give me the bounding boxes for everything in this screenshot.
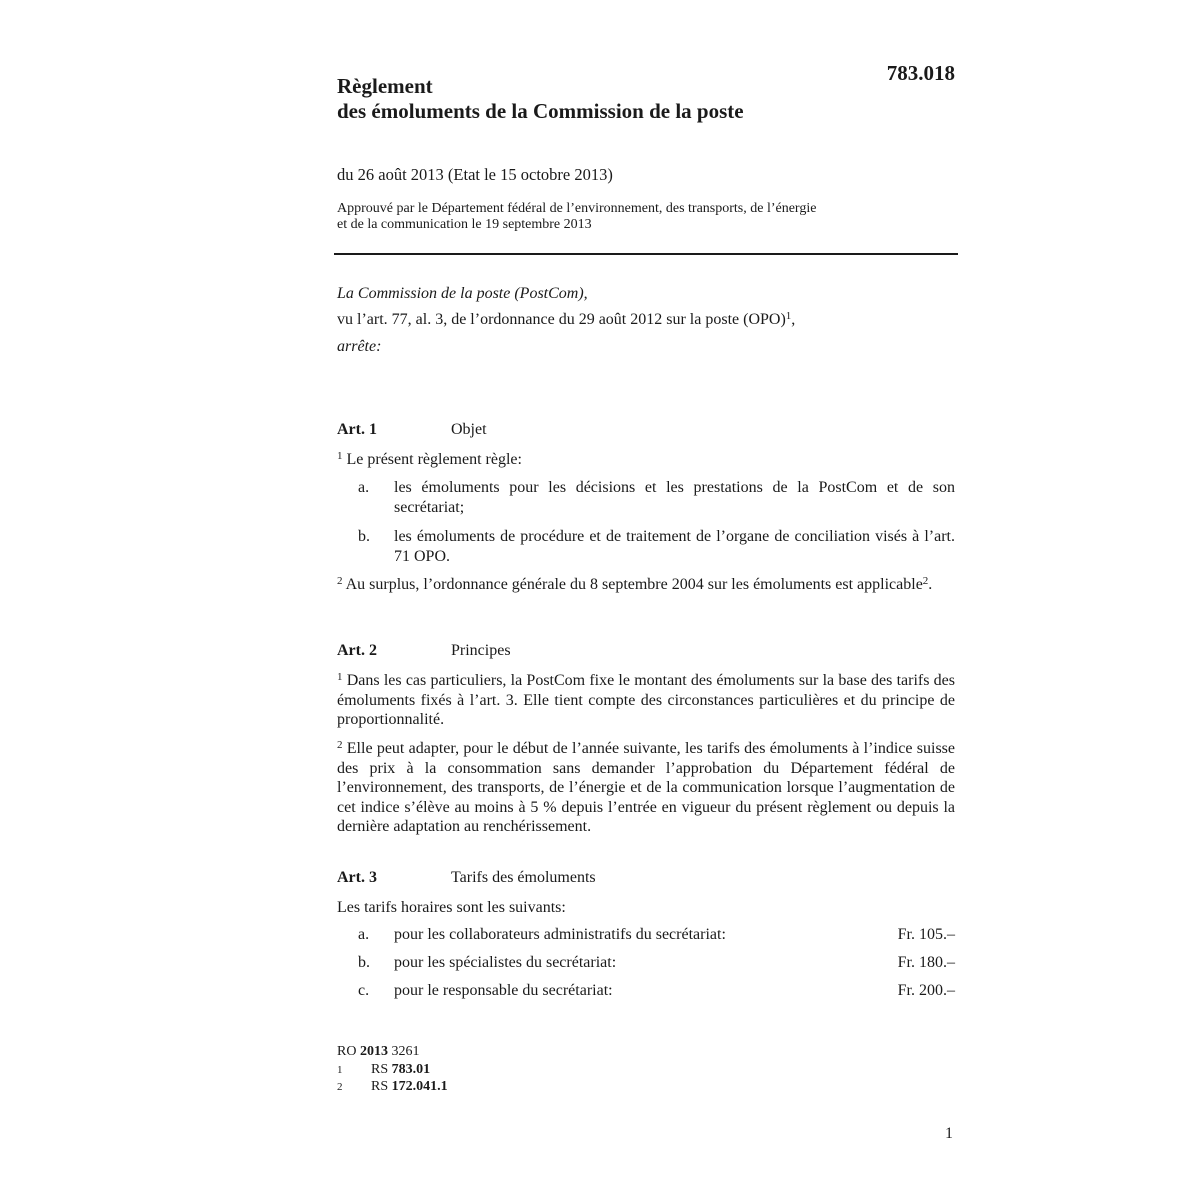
ro-prefix: RO [337,1044,360,1059]
item-letter: b. [358,954,370,971]
art2-number: Art. 2 [337,642,377,659]
art3-intro: Les tarifs horaires sont les suivants: [337,899,566,916]
fee-description: pour le responsable du secrétariat: [394,982,613,999]
art2-title: Principes [451,642,511,659]
paragraph-number: 1 [337,671,343,683]
footnote-text [371,1079,448,1095]
ro-reference [337,1044,419,1060]
art1-heading [337,421,955,441]
fee-row [337,982,955,1002]
art1-p2-text: Au surplus, l’ordonnance générale du 8 septembre 2004 sur les émoluments est applicable [342,576,923,593]
fee-amount: Fr. 180.– [897,954,955,971]
art2-paragraph-2 [337,739,955,837]
preamble-decree: arrête: [337,338,382,355]
art3-heading [337,869,955,889]
ro-year: 2013 [359,1044,388,1059]
preamble-basis-text: vu l’art. 77, al. 3, de l’ordonnance du 29 août 2012 sur la poste (OPO) [337,311,786,328]
item-letter: b. [358,528,370,545]
footnote-ref[interactable]: 783.01 [391,1062,431,1077]
footnote-prefix: RS [371,1079,392,1094]
paragraph-number: 2 [337,739,343,751]
item-letter: a. [358,926,370,943]
header-divider [334,253,958,255]
preamble-basis-end: , [791,311,796,328]
footnote-1 [337,1062,637,1078]
paragraph-number: 1 [337,450,343,462]
art1-p1-text: Le présent règlement règle: [342,451,522,468]
art1-paragraph-1 [337,450,955,470]
footnote-ref-2[interactable]: 2 [922,575,929,587]
fee-row [337,926,955,946]
item-text: les émoluments de procédure et de traitement de l’organe de conciliation visés à l’art. 71 OPO. [394,528,955,565]
art2-p1-text: Dans les cas particuliers, la PostCom fixe le montant des émoluments sur la base des tarifs des émoluments fixés à l’art. 3. Elle tient compte des circonstances particulières et du principe de proportionnalité. [337,672,955,728]
page-number: 1 [945,1125,953,1142]
art1-item-a [337,478,955,518]
art1-item-b [337,527,955,567]
art1-number: Art. 1 [337,421,377,438]
date-line: du 26 août 2013 (Etat le 15 octobre 2013) [337,165,613,184]
item-letter: a. [358,479,370,496]
art2-heading [337,642,955,662]
title-line-1: Règlement [337,74,433,98]
footnote-number: 2 [337,1081,343,1093]
document-title [337,74,744,124]
art3-number: Art. 3 [337,869,377,886]
item-text: les émoluments pour les décisions et les prestations de la PostCom et de son secrétariat; [394,479,955,516]
approval-line-1: Approuvé par le Département fédéral de l’environnement, des transports, de l’énergie [337,201,817,216]
fee-description: pour les spécialistes du secrétariat: [394,954,617,971]
approval-note [337,201,917,233]
footnote-prefix: RS [371,1062,392,1077]
art1-p2-end: . [928,576,933,593]
fee-amount: Fr. 200.– [897,982,955,999]
art3-title: Tarifs des émoluments [451,869,596,886]
art1-title: Objet [451,421,487,438]
art1-paragraph-2 [337,575,955,595]
sr-number: 783.018 [886,61,955,85]
preamble-basis [337,311,795,329]
fee-row [337,954,955,974]
ro-page: 3261 [387,1044,420,1059]
paragraph-number: 2 [337,575,343,587]
preamble-authority: La Commission de la poste (PostCom), [337,285,588,302]
fee-amount: Fr. 105.– [897,926,955,943]
art2-paragraph-1 [337,671,955,730]
fee-description: pour les collaborateurs administratifs du secrétariat: [394,926,726,943]
item-letter: c. [358,982,370,999]
art2-p2-text: Elle peut adapter, pour le début de l’année suivante, les tarifs des émoluments à l’indice suisse des prix à la consommation sans demander l’approbation du Département fédéral de l’environnement, des transports, de l’énergie et de la communication lorsque l’augmentation de cet indice s’élève au moins à 5 % depuis l’entrée en vigueur du présent règlement ou depuis la dernière adaptation au renchérissement. [337,740,955,835]
footnote-text [371,1062,430,1078]
title-line-2: des émoluments de la Commission de la poste [337,99,744,123]
footnote-ref-1[interactable]: 1 [785,310,792,322]
footnote-ref[interactable]: 172.041.1 [391,1079,448,1094]
footnote-number: 1 [337,1064,343,1076]
approval-line-2: et de la communication le 19 septembre 2013 [337,217,592,232]
footnote-2 [337,1079,637,1095]
